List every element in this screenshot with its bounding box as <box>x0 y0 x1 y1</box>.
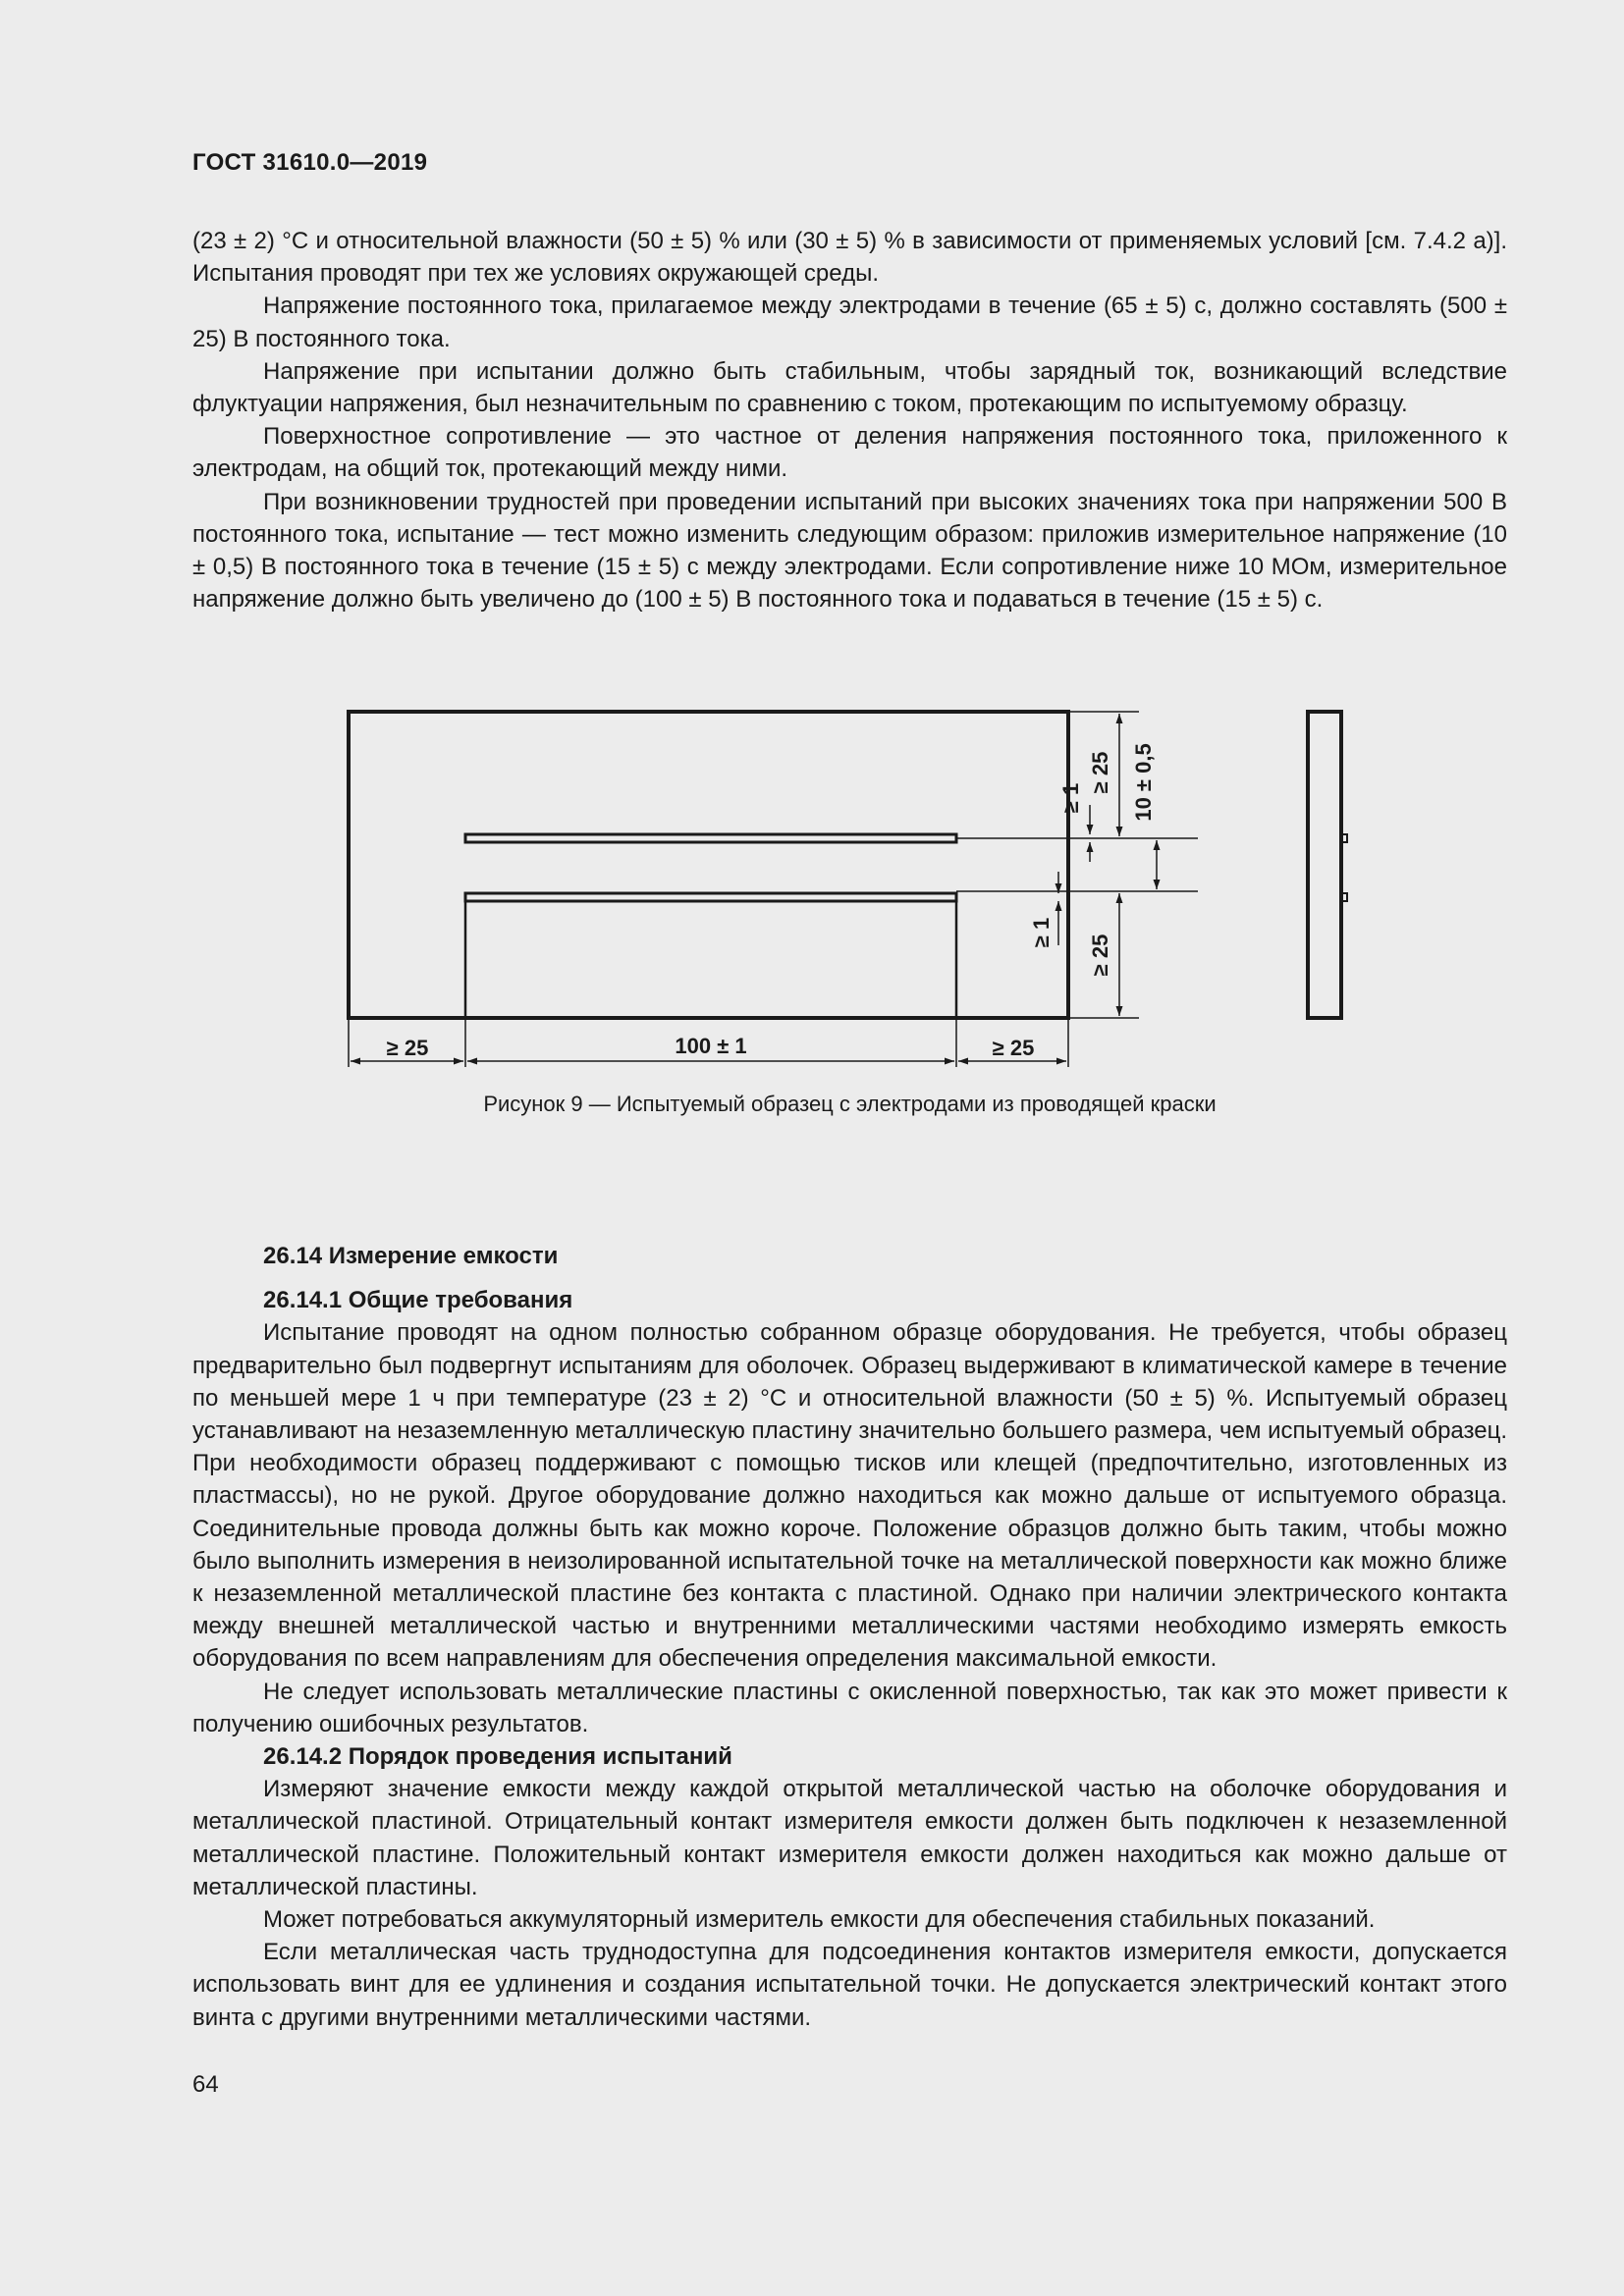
dim-middle-label: 100 ± 1 <box>675 1034 747 1058</box>
paragraph: Напряжение постоянного тока, прилагаемое между электродами в течение (65 ± 5) с, должно составлять (500 ± 25) В постоянного тока. <box>192 293 1507 352</box>
page-number: 64 <box>192 2071 219 2098</box>
paragraph: Испытание проводят на одном полностью собранном образце оборудования. Не требуется, чтобы образец предварительно был подвергнут испытаниям для оболочек. Образец выдерживают в климатической камере в течение по меньшей мере 1 ч при температуре (23 ± 2) °C и относительной влажности (50 ± 5) %. Испытуемый образец устанавливают на незаземленную металлическую пластину значительно большего размера, чем испытуемый образец. При необходимости образец поддерживают с помощью тисков или клещей (предпочтительно, изготовленных из пластмассы), но не рукой. Другое оборудование должно находиться как можно дальше от испытуемого образца. Соединительные провода должны быть как можно короче. Положение образцов должно быть таким, чтобы можно было выполнить измерения в неизолированной испытательной точке на металлической поверхности как можно ближе к незаземленной металлической пластине без контакта с пластиной. Однако при наличии электрического контакта между внешней металлической частью и внутренними металлическими частями необходимо измерять емкость оборудования по всем направлениям для обеспечения определения максимальной емкости. <box>192 1319 1507 1673</box>
paragraph: При возникновении трудностей при проведении испытаний при высоких значениях тока при напряжении 500 В постоянного тока, испытание — тест можно изменить следующим образом: приложив измерительное напряжение (10 ± 0,5) В постоянного тока в течение (15 ± 5) с между электродами. Если сопротивление ниже 10 МОм, измерительное напряжение должно быть увеличено до (100 ± 5) В постоянного тока и подаваться в течение (15 ± 5) с. <box>192 488 1507 614</box>
subsection-title: 26.14.2 Порядок проведения испытаний <box>263 1743 732 1771</box>
dim-gap-width-label: 10 ± 0,5 <box>1131 743 1156 822</box>
dim-electrode-lower-label: ≥ 1 <box>1029 917 1054 948</box>
upper-electrode <box>465 834 956 842</box>
dim-bottom-gap-label: ≥ 25 <box>1088 934 1112 977</box>
paragraph: Измеряют значение емкости между каждой открытой металлической частью на оболочке оборудования и металлической пластиной. Отрицательный контакт измерителя емкости должен быть подключен к незаземленной металлической пластине. Положительный контакт измерителя емкости должен находиться как можно дальше от металлической пластины. <box>192 1776 1507 1900</box>
document-header: ГОСТ 31610.0—2019 <box>192 149 428 176</box>
section-title: 26.14 Измерение емкости <box>263 1243 559 1269</box>
specimen-side-view <box>1308 712 1341 1018</box>
dim-left-label: ≥ 25 <box>386 1036 429 1060</box>
dim-electrode-upper-label: ≥ 1 <box>1058 782 1083 814</box>
specimen-outline <box>349 712 1068 1018</box>
paragraph: Напряжение при испытании должно быть стабильным, чтобы зарядный ток, возникающий вследствие флуктуации напряжения, был незначительным по сравнению с током, протекающим по испытуемому образцу. <box>192 357 1507 418</box>
section-26-14 <box>192 1240 1507 2034</box>
dim-top-gap-label: ≥ 25 <box>1088 751 1112 794</box>
figure-9-drawing <box>334 702 1375 1075</box>
dim-right-label: ≥ 25 <box>992 1036 1035 1060</box>
lower-electrode <box>465 893 956 901</box>
paragraph: Не следует использовать металлические пластины с окисленной поверхностью, так как это может привести к получению ошибочных результатов. <box>192 1678 1507 1737</box>
paragraph: (23 ± 2) °C и относительной влажности (50 ± 5) % или (30 ± 5) % в зависимости от применяемых условий [см. 7.4.2 а)]. Испытания проводят при тех же условиях окружающей среды. <box>192 228 1507 288</box>
paragraph: Может потребоваться аккумуляторный измеритель емкости для обеспечения стабильных показаний. <box>263 1906 1376 1934</box>
paragraph: Поверхностное сопротивление — это частное от деления напряжения постоянного тока, приложенного к электродам, на общий ток, протекающий между ними. <box>192 423 1507 483</box>
paragraph: Если металлическая часть труднодоступна для подсоединения контактов измерителя емкости, допускается использовать винт для ее удлинения и создания испытательной точки. Не допускается электрический контакт этого винта с другими внутренними металлическими частями. <box>192 1939 1507 2031</box>
intro-text <box>192 225 1507 615</box>
figure-caption: Рисунок 9 — Испытуемый образец с электродами из проводящей краски <box>483 1092 1217 1116</box>
subsection-title: 26.14.1 Общие требования <box>263 1287 573 1314</box>
